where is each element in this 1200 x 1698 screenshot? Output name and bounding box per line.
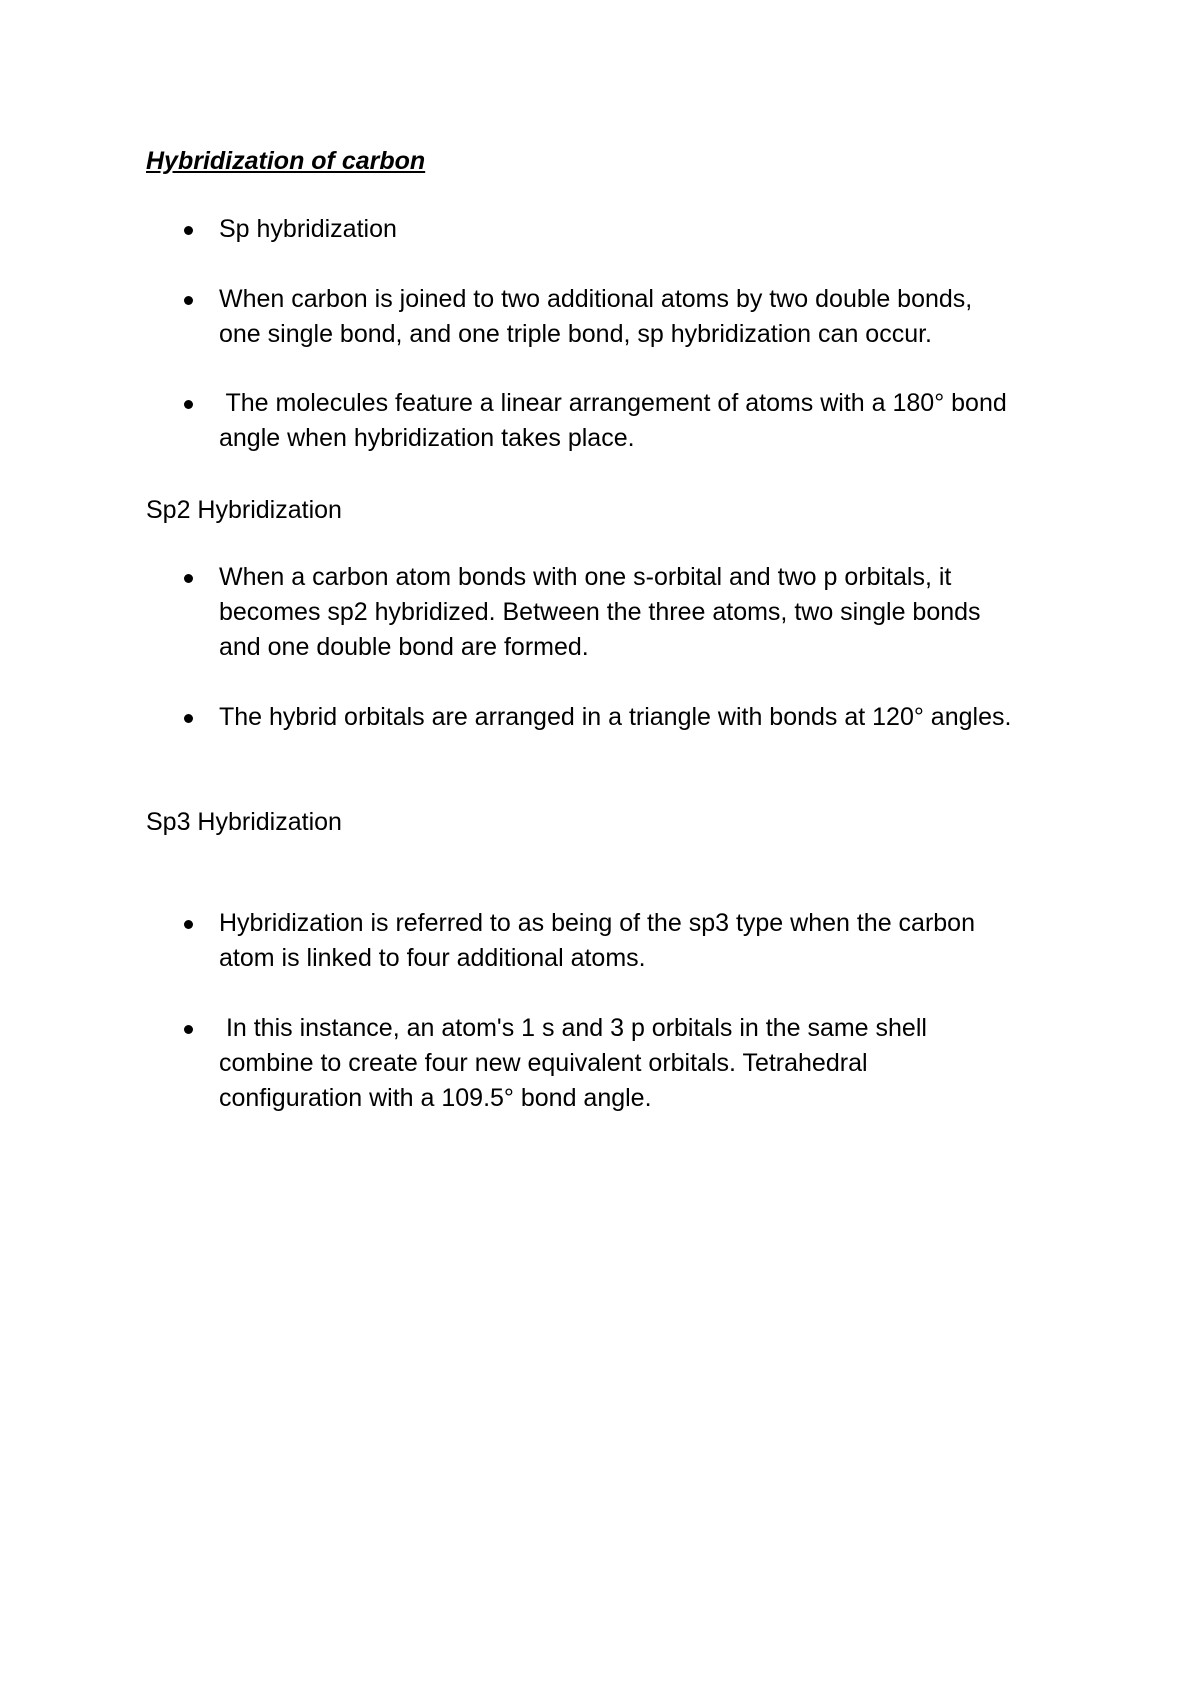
document-title: Hybridization of carbon — [146, 147, 426, 175]
bullet-line: combine to create four new equivalent orbitals. Tetrahedral — [219, 1049, 868, 1077]
bullet-line: The molecules feature a linear arrangement of atoms with a 180° bond — [219, 389, 1007, 417]
bullet-sp-hybridization — [182, 212, 1062, 247]
bullet-line: angle when hybridization takes place. — [219, 424, 635, 452]
bullet-sp-conditions — [182, 282, 1062, 352]
bullet-sp2-formation — [182, 560, 1062, 665]
sp2-heading: Sp2 Hybridization — [146, 496, 342, 524]
bullet-line: When a carbon atom bonds with one s-orbital and two p orbitals, it — [219, 563, 952, 591]
bullet-sp3-tetrahedral — [182, 1011, 1062, 1116]
bullet-sp3-definition — [182, 906, 1062, 976]
bullet-line: The hybrid orbitals are arranged in a triangle with bonds at 120° angles. — [219, 703, 1012, 731]
bullet-icon — [184, 574, 193, 583]
bullet-icon — [184, 226, 193, 235]
bullet-sp2-triangle — [182, 700, 1062, 735]
sp3-heading: Sp3 Hybridization — [146, 808, 342, 836]
bullet-icon — [184, 714, 193, 723]
bullet-icon — [184, 400, 193, 409]
bullet-line: becomes sp2 hybridized. Between the three atoms, two single bonds — [219, 598, 981, 626]
bullet-line: configuration with a 109.5° bond angle. — [219, 1084, 652, 1112]
bullet-sp-linear — [182, 386, 1062, 456]
bullet-icon — [184, 920, 193, 929]
bullet-line: one single bond, and one triple bond, sp hybridization can occur. — [219, 320, 932, 348]
bullet-line: Hybridization is referred to as being of the sp3 type when the carbon — [219, 909, 975, 937]
bullet-line: and one double bond are formed. — [219, 633, 589, 661]
bullet-line: When carbon is joined to two additional atoms by two double bonds, — [219, 285, 973, 313]
bullet-line: atom is linked to four additional atoms. — [219, 944, 646, 972]
bullet-icon — [184, 1025, 193, 1034]
bullet-line: In this instance, an atom's 1 s and 3 p orbitals in the same shell — [219, 1014, 927, 1042]
bullet-icon — [184, 296, 193, 305]
bullet-line: Sp hybridization — [219, 215, 397, 243]
